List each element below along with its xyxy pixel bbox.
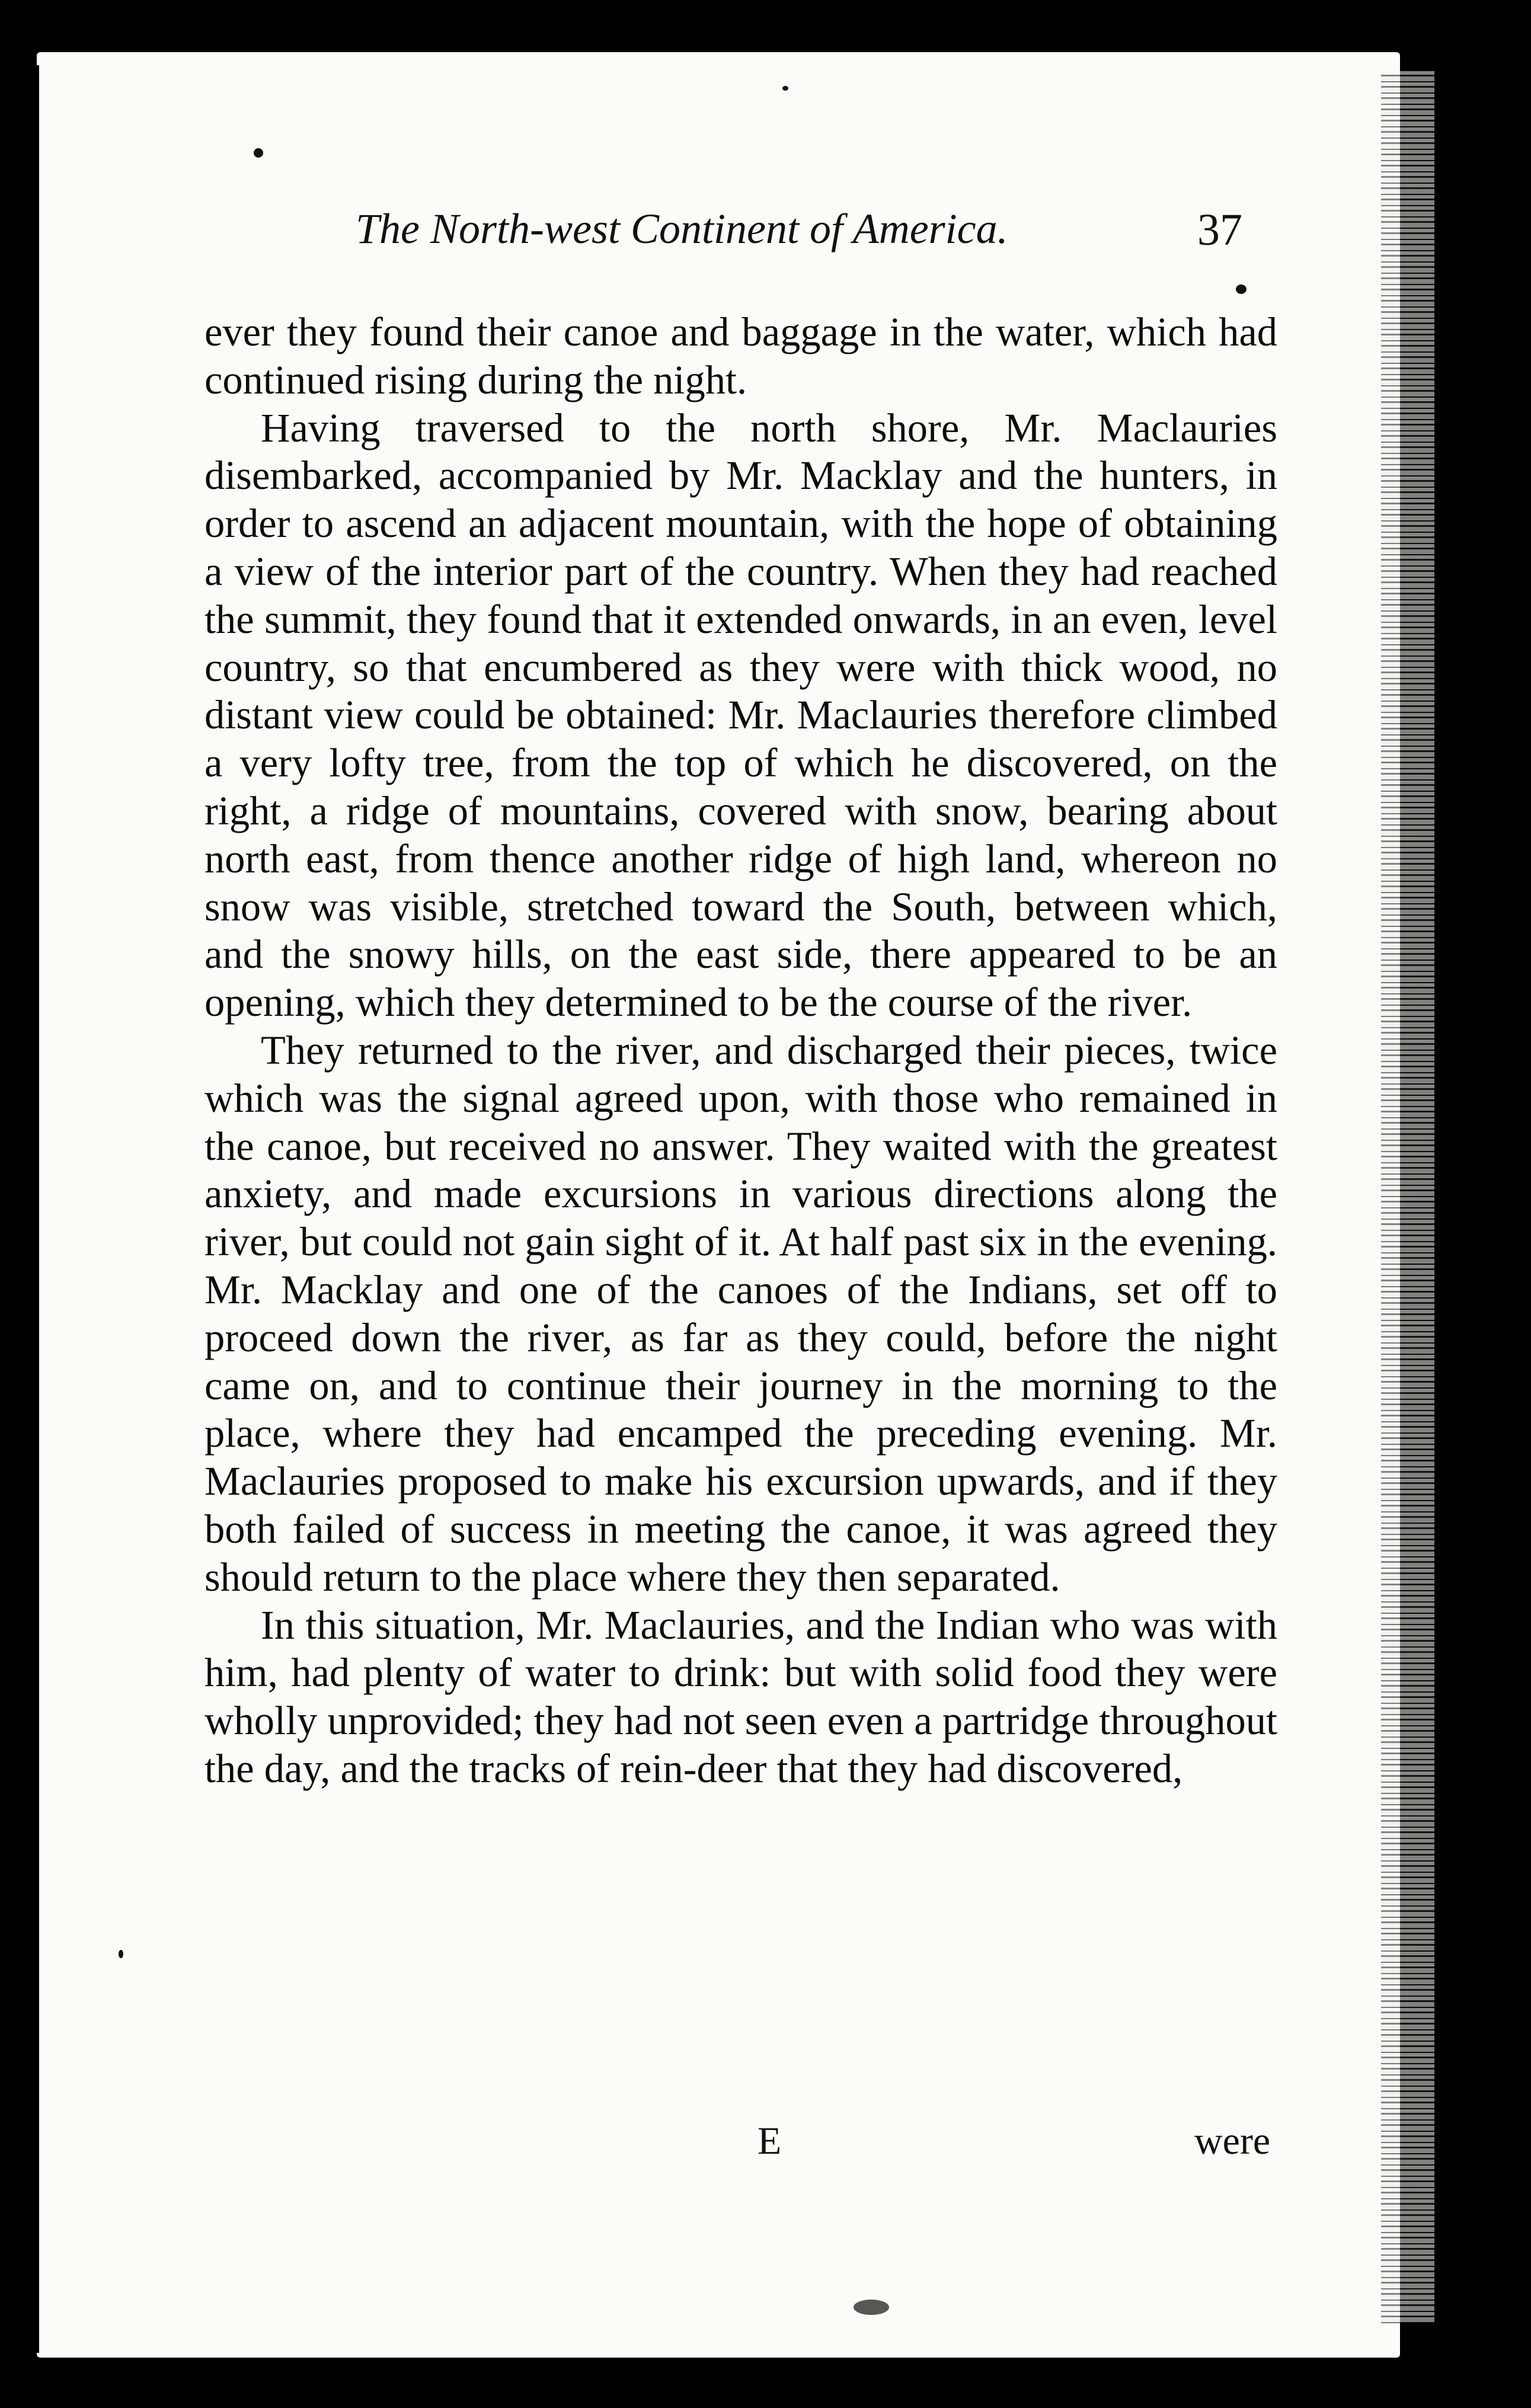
ink-speck <box>782 86 788 91</box>
paragraph-traverse: Having traversed to the north shore, Mr. Maclauries disembarked, accompanied by Mr. Macklay and the hunters, in order to ascend an adjacent mountain, with the hope of obtaining a view of the interior part of the country. When they had reached the summit, they found that it extended onwards, in an even, level country, so that encumbered as they were with thick wood, no distant view could be obtained: Mr. Maclauries therefore climbed a very lofty tree, from the top of which he discovered, on the right, a ridge of mountains, covered with snow, bearing about north east, from thence another ridge of high land, whereon no snow was visible, stretched toward the South, between which, and the snowy hills, on the east side, there appeared to be an opening, which they determined to be the course of the river. <box>204 405 1277 1025</box>
paragraph-return: They returned to the river, and discharged their pieces, twice which was the signal agreed upon, with those who remained in the canoe, but received no answer. They waited with the greatest anxiety, and made excursions in various directions along the river, but could not gain sight of it. At half past six in the evening. Mr. Macklay and one of the canoes of the Indians, set off to proceed down the river, as far as they could, before the night came on, and to continue their journey in the morning to the place, where they had encamped the preceding evening. Mr. Maclauries proposed to make his excursion upwards, and if they both failed of success in meeting the canoe, it was agreed they should return to the place where they then separated. <box>204 1027 1277 1600</box>
paragraph-continued: ever they found their canoe and baggage in the water, which had continued rising during the night. <box>204 309 1277 402</box>
catchword: were <box>1194 2119 1271 2163</box>
ink-speck <box>119 1950 123 1958</box>
page-edge-fore <box>1381 71 1434 2323</box>
signature-mark: E <box>757 2119 782 2163</box>
body-text <box>204 308 1277 1793</box>
page-gutter-shadow <box>18 65 39 2353</box>
paragraph-situation: In this situation, Mr. Maclauries, and the Indian who was with him, had plenty of water to drink: but with solid food they were wholly unprovided; they had not seen even a partridge throughout the day, and the tracks of rein-deer that they had discovered, <box>204 1602 1277 1791</box>
ink-speck <box>1236 284 1246 294</box>
page-number: 37 <box>1197 205 1242 255</box>
ink-speck <box>254 148 263 158</box>
ink-speck <box>854 2300 889 2315</box>
running-title: The North-west Continent of America. <box>356 205 1008 252</box>
